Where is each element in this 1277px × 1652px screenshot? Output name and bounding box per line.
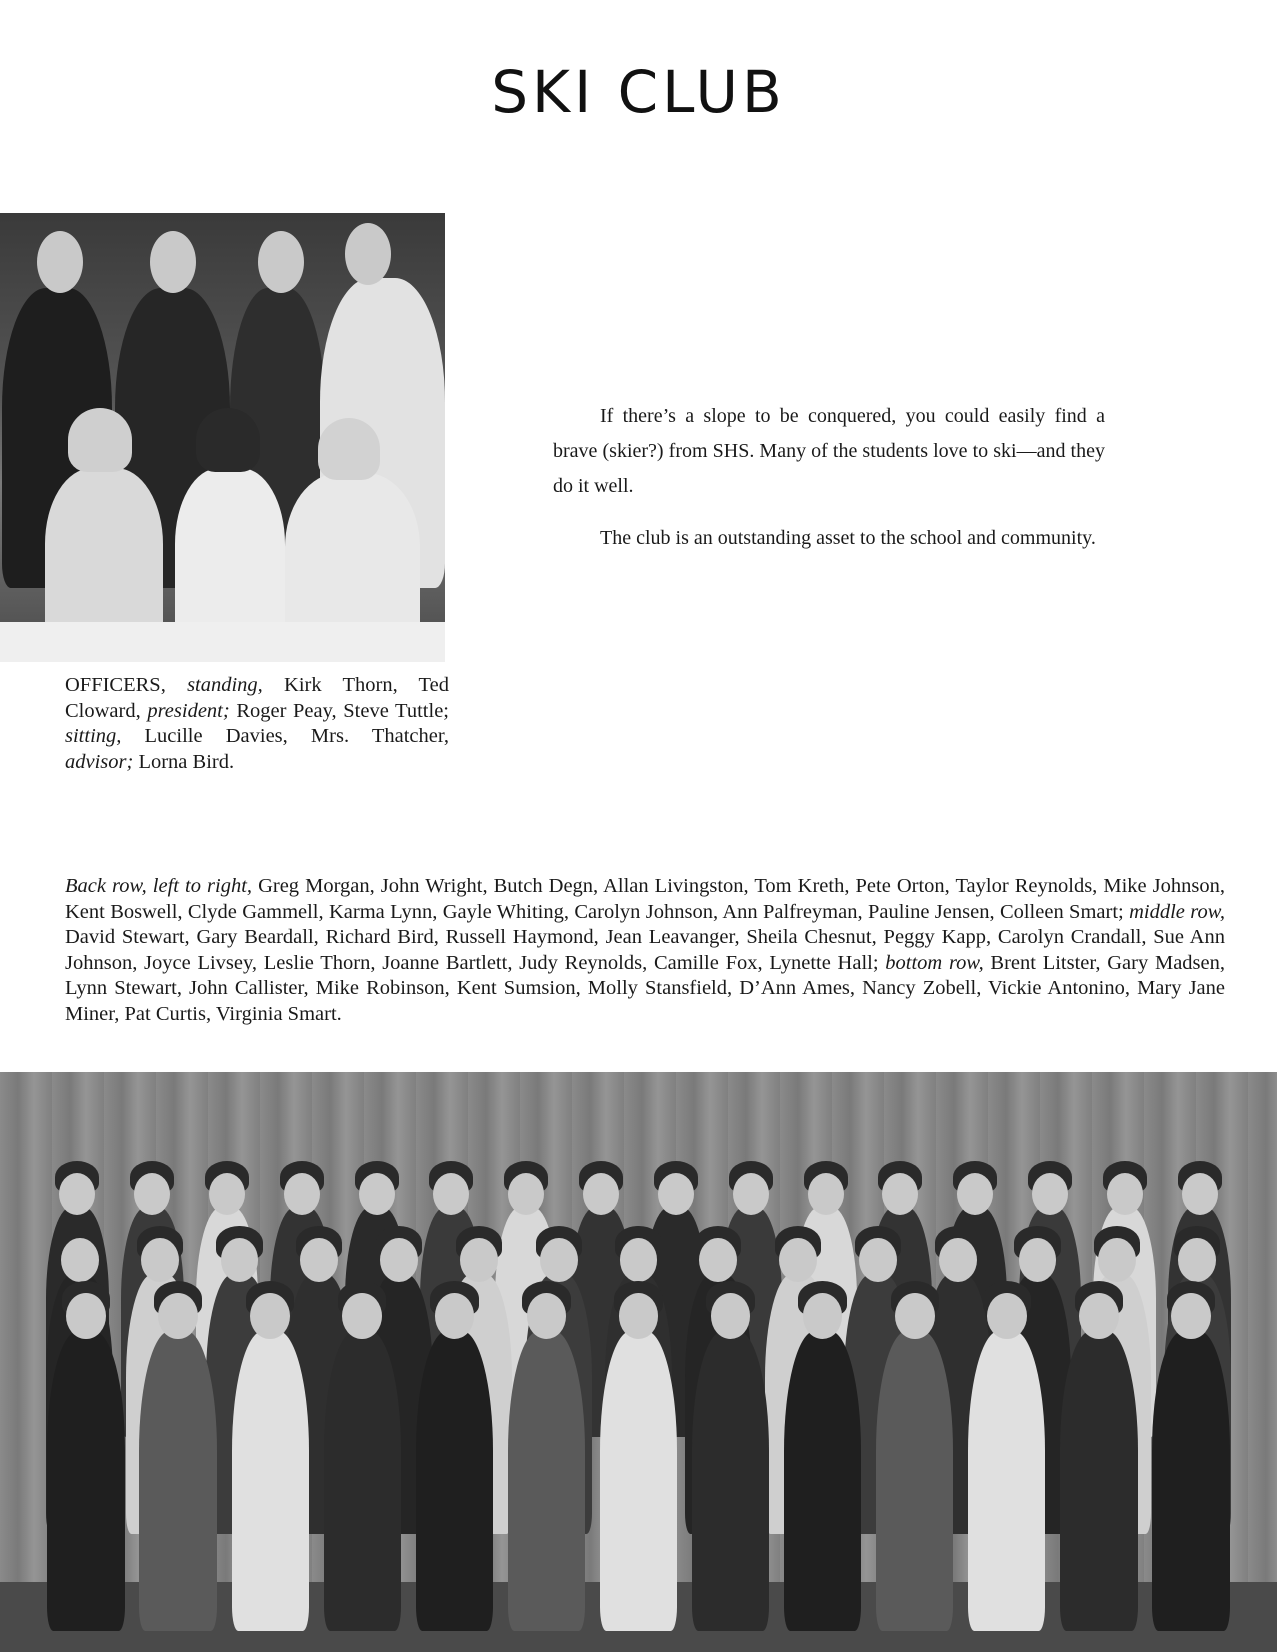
member-head	[1079, 1293, 1119, 1339]
member-figure	[232, 1331, 309, 1631]
member-figure	[1152, 1331, 1229, 1631]
member-head	[284, 1173, 320, 1215]
member-head	[987, 1293, 1027, 1339]
officers-caption-segment: Roger Peay, Steve Tuttle;	[229, 699, 449, 722]
member-head	[620, 1238, 658, 1282]
member-figure	[692, 1331, 769, 1631]
member-figure	[324, 1331, 401, 1631]
officers-caption-segment: standing,	[187, 674, 263, 696]
member-head	[66, 1293, 106, 1339]
group-caption-segment: Back row, left to right,	[65, 875, 253, 897]
officer-head	[37, 231, 83, 293]
member-figure	[876, 1331, 953, 1631]
member-figure	[416, 1331, 493, 1631]
member-head	[939, 1238, 977, 1282]
member-head	[141, 1238, 179, 1282]
officer-head	[258, 231, 304, 293]
intro-paragraph: If there’s a slope to be conquered, you could easily find a brave (skier?) from SHS. Many of the students love to ski—and they do it well.	[553, 405, 1105, 497]
officers-caption-segment: president;	[147, 699, 230, 722]
member-head	[342, 1293, 382, 1339]
member-figure	[508, 1331, 585, 1631]
group-caption-segment: David Stewart, Gary Beardall, Richard Bird, Russell Haymond, Jean Leavanger, Sheila Chesnut, Peggy Kapp, Carolyn Crandall, Sue Ann Johnson, Joyce Livsey, Leslie Thorn, Joanne Bartlett, Judy Reynolds, Camille Fox, Lynette Hall;	[65, 926, 1225, 974]
member-head	[808, 1173, 844, 1215]
officers-caption-segment: Lorna Bird.	[133, 750, 235, 773]
officers-photo	[0, 213, 445, 662]
officer-head	[345, 223, 391, 285]
group-caption	[65, 874, 1225, 1027]
member-head	[209, 1173, 245, 1215]
member-head	[1182, 1173, 1218, 1215]
member-head	[1107, 1173, 1143, 1215]
officer-hair	[196, 408, 260, 472]
member-figure	[968, 1331, 1045, 1631]
member-figure	[784, 1331, 861, 1631]
stage-floor	[0, 622, 445, 662]
officer-hair	[318, 418, 380, 480]
member-head	[779, 1238, 817, 1282]
member-head	[250, 1293, 290, 1339]
member-head	[59, 1173, 95, 1215]
member-figure	[47, 1331, 124, 1631]
group-photo	[0, 1072, 1277, 1652]
member-head	[583, 1173, 619, 1215]
member-head	[882, 1173, 918, 1215]
member-head	[699, 1238, 737, 1282]
member-figure	[139, 1331, 216, 1631]
member-head	[359, 1173, 395, 1215]
member-head	[1171, 1293, 1211, 1339]
member-figure	[600, 1331, 677, 1631]
group-caption-segment: bottom row,	[885, 951, 984, 974]
officers-caption-segment: advisor;	[65, 750, 134, 773]
member-head	[1178, 1238, 1216, 1282]
page-title: SKI CLUB	[491, 58, 786, 126]
intro-paragraph: The club is an outstanding asset to the school and community.	[600, 527, 1096, 549]
member-head	[540, 1238, 578, 1282]
member-head	[380, 1238, 418, 1282]
member-head	[300, 1238, 338, 1282]
member-head	[527, 1293, 567, 1339]
officer-hair	[68, 408, 132, 472]
member-head	[1098, 1238, 1136, 1282]
member-head	[435, 1293, 475, 1339]
group-caption-segment: Greg Morgan, John Wright, Butch Degn, Allan Livingston, Tom Kreth, Pete Orton, Taylor Reynolds, Mike Johnson, Kent Boswell, Clyde Gammell, Karma Lynn, Gayle Whiting, Carolyn Johnson, Ann Palfreyman, Pauline Jensen, Colleen Smart;	[65, 875, 1225, 923]
member-head	[158, 1293, 198, 1339]
officers-caption-segment: Lucille Davies, Mrs. Thatcher,	[121, 725, 449, 747]
member-head	[433, 1173, 469, 1215]
member-head	[619, 1293, 659, 1339]
member-head	[733, 1173, 769, 1215]
group-caption-segment: middle row,	[1129, 900, 1225, 923]
group-caption-segment: Brent Litster, Gary Madsen, Lynn Stewart, John Callister, Mike Robinson, Kent Sumsion, Molly Stansfield, D’Ann Ames, Nancy Zobell, Vickie Antonino, Mary Jane Miner, Pat Curtis, Virginia Smart.	[65, 951, 1225, 1025]
member-head	[957, 1173, 993, 1215]
officers-caption	[65, 673, 449, 775]
member-head	[460, 1238, 498, 1282]
member-head	[895, 1293, 935, 1339]
member-figure	[1060, 1331, 1137, 1631]
intro-text	[553, 399, 1105, 573]
member-head	[134, 1173, 170, 1215]
member-head	[859, 1238, 897, 1282]
member-head	[1019, 1238, 1057, 1282]
member-head	[1032, 1173, 1068, 1215]
officers-caption-segment: OFFICERS,	[65, 674, 188, 696]
officer-head	[150, 231, 196, 293]
member-head	[658, 1173, 694, 1215]
officers-caption-segment: sitting,	[65, 725, 122, 747]
member-head	[61, 1238, 99, 1282]
officers-caption-segment: Kirk Thorn, Ted Cloward,	[65, 674, 449, 722]
member-head	[221, 1238, 259, 1282]
